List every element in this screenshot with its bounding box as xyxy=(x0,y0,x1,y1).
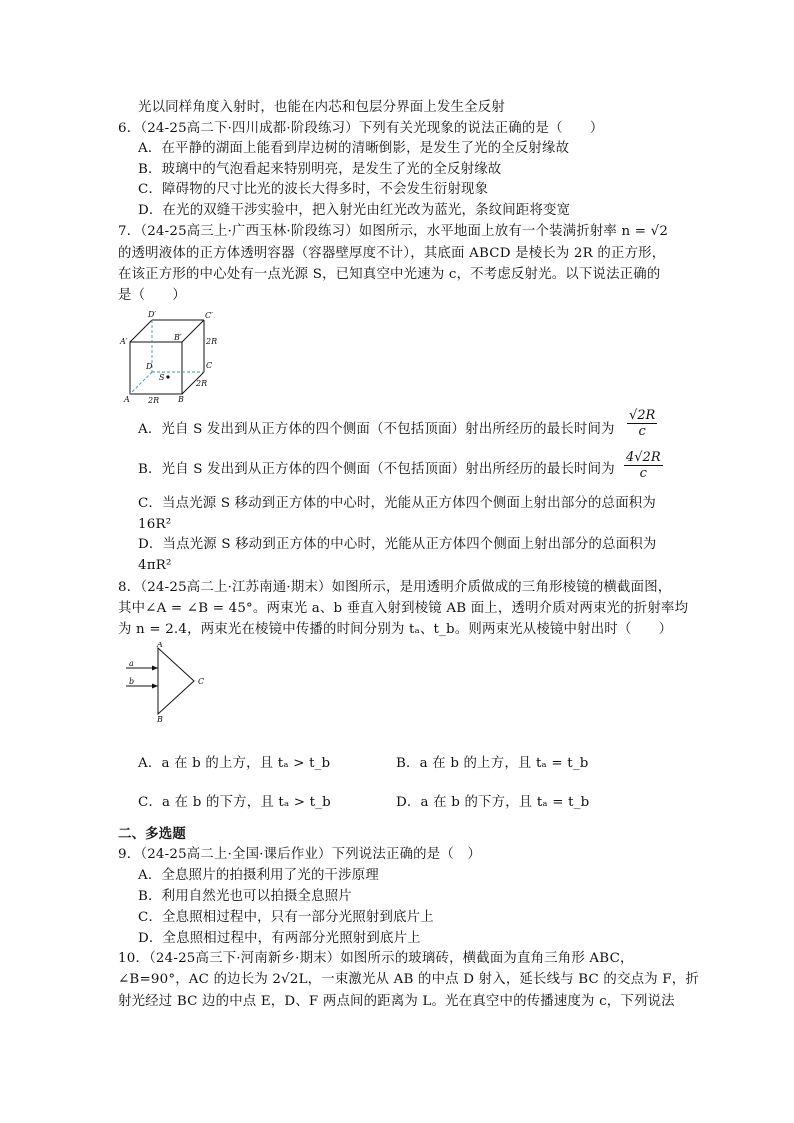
question-7-line4: 是（ ） xyxy=(118,288,186,303)
cube-label-Ap: A′ xyxy=(120,337,128,346)
option-6a: A．在平静的湖面上能看到岸边树的清晰倒影，是发生了光的全反射缘故 xyxy=(138,141,570,156)
question-8-line1: 8．（24-25高二上·江苏南通·期末）如图所示，是用透明介质做成的三角形棱镜的横截面图， xyxy=(118,580,672,595)
text-line: 光以同样角度入射时，也能在内芯和包层分界面上发生全反射 xyxy=(138,100,505,115)
option-7d: D．当点光源 S 移动到正方体的中心时，光能从正方体四个侧面上射出部分的总面积为 xyxy=(138,537,657,552)
question-8-line2: 其中∠A = ∠B = 45°。两束光 a、b 垂直入射到棱镜 AB 面上，透明介质对两束光的折射率均 xyxy=(118,601,689,616)
option-8c: C．a 在 b 的下方，且 tₐ > t_b xyxy=(138,795,331,810)
cube-edge-label-2: 2R xyxy=(196,379,208,388)
question-10-line2: ∠B=90°，AC 的边长为 2√2L，一束激光从 AB 的中点 D 射入，延长线与 BC 的交点为 F，折 xyxy=(118,972,699,987)
fraction-7a xyxy=(627,408,657,439)
prism-label-C: C xyxy=(198,677,205,686)
cube-label-D: D xyxy=(146,362,153,371)
section-heading: 二、多选题 xyxy=(118,827,186,842)
fraction-7b-den: c xyxy=(639,466,647,481)
fraction-7a-num: √2R xyxy=(629,408,656,423)
option-9c: C．全息照相过程中，只有一部分光照射到底片上 xyxy=(138,910,434,925)
question-6: 6．（24-25高二下·四川成都·阶段练习）下列有关光现象的说法正确的是（ ） xyxy=(118,121,604,136)
option-8b: B．a 在 b 的上方，且 tₐ = t_b xyxy=(396,756,589,771)
option-9b: B．利用自然光也可以拍摄全息照片 xyxy=(138,889,352,904)
option-8d: D．a 在 b 的下方，且 tₐ = t_b xyxy=(396,795,590,810)
question-7-line2: 的透明液体的正方体透明容器（容器壁厚度不计），其底面 ABCD 是棱长为 2R 的正方形， xyxy=(118,246,666,261)
cube-label-C: C xyxy=(206,361,213,370)
prism-label-b: b xyxy=(129,677,135,686)
fraction-7b-num: 4√2R xyxy=(626,450,661,465)
cube-label-A: A xyxy=(124,395,130,404)
question-7-line1: 7．（24-25高三上·广西玉林·阶段练习）如图所示，水平地面上放有一个装满折射率 n = √2 xyxy=(118,224,669,239)
option-8a: A．a 在 b 的上方，且 tₐ > t_b xyxy=(138,756,331,771)
cube-label-S: S xyxy=(159,373,165,382)
prism-label-B: B xyxy=(157,715,163,722)
question-9: 9．（24-25高二上·全国·课后作业）下列说法正确的是（ ） xyxy=(118,847,482,862)
cube-edge-label-3: 2R xyxy=(148,396,160,405)
cube-label-Dp: D′ xyxy=(148,310,157,319)
question-8-line3: 为 n = 2.4，两束光在棱镜中传播的时间分别为 tₐ、t_b。则两束光从棱镜中射出时（ ） xyxy=(118,622,673,637)
option-7c-area: 16R² xyxy=(138,517,172,532)
cube-edge-label-1: 2R xyxy=(206,337,218,346)
question-7-line3: 在该正方形的中心处有一点光源 S，已知真空中光速为 c，不考虑反射光。以下说法正确的 xyxy=(118,267,661,282)
option-7a: A．光自 S 发出到从正方体的四个侧面（不包括顶面）射出所经历的最长时间为 xyxy=(138,422,615,437)
cube-label-Cp: C′ xyxy=(205,311,213,320)
cube-figure xyxy=(118,306,218,406)
option-6d: D．在光的双缝干涉实验中，把入射光由红光改为蓝光，条纹间距将变宽 xyxy=(138,203,571,218)
cube-label-Bp: B′ xyxy=(174,333,182,342)
fraction-7b xyxy=(624,450,663,481)
option-7d-area: 4πR² xyxy=(138,558,172,573)
prism-figure xyxy=(118,642,218,722)
option-7c: C．当点光源 S 移动到正方体的中心时，光能从正方体四个侧面上射出部分的总面积为 xyxy=(138,496,656,511)
option-9a: A．全息照片的拍摄利用了光的干涉原理 xyxy=(138,868,379,883)
cube-label-B: B xyxy=(178,395,184,404)
option-7b: B．光自 S 发出到从正方体的四个侧面（不包括顶面）射出所经历的最长时间为 xyxy=(138,462,615,477)
fraction-7a-den: c xyxy=(638,424,646,439)
option-6c: C．障碍物的尺寸比光的波长大得多时，不会发生衍射现象 xyxy=(138,182,489,197)
prism-label-a: a xyxy=(129,659,134,668)
question-10-line1: 10．（24-25高三下·河南新乡·期末）如图所示的玻璃砖，横截面为直角三角形 ABC， xyxy=(118,951,634,966)
option-9d: D．全息照相过程中，有两部分光照射到底片上 xyxy=(138,931,421,946)
question-10-line3: 射光经过 BC 边的中点 E，D、F 两点间的距离为 L。光在真空中的传播速度为 c，下列说法 xyxy=(118,994,675,1009)
option-6b: B．玻璃中的气泡看起来特别明亮，是发生了光的全反射缘故 xyxy=(138,162,502,177)
prism-label-A: A xyxy=(157,642,163,649)
